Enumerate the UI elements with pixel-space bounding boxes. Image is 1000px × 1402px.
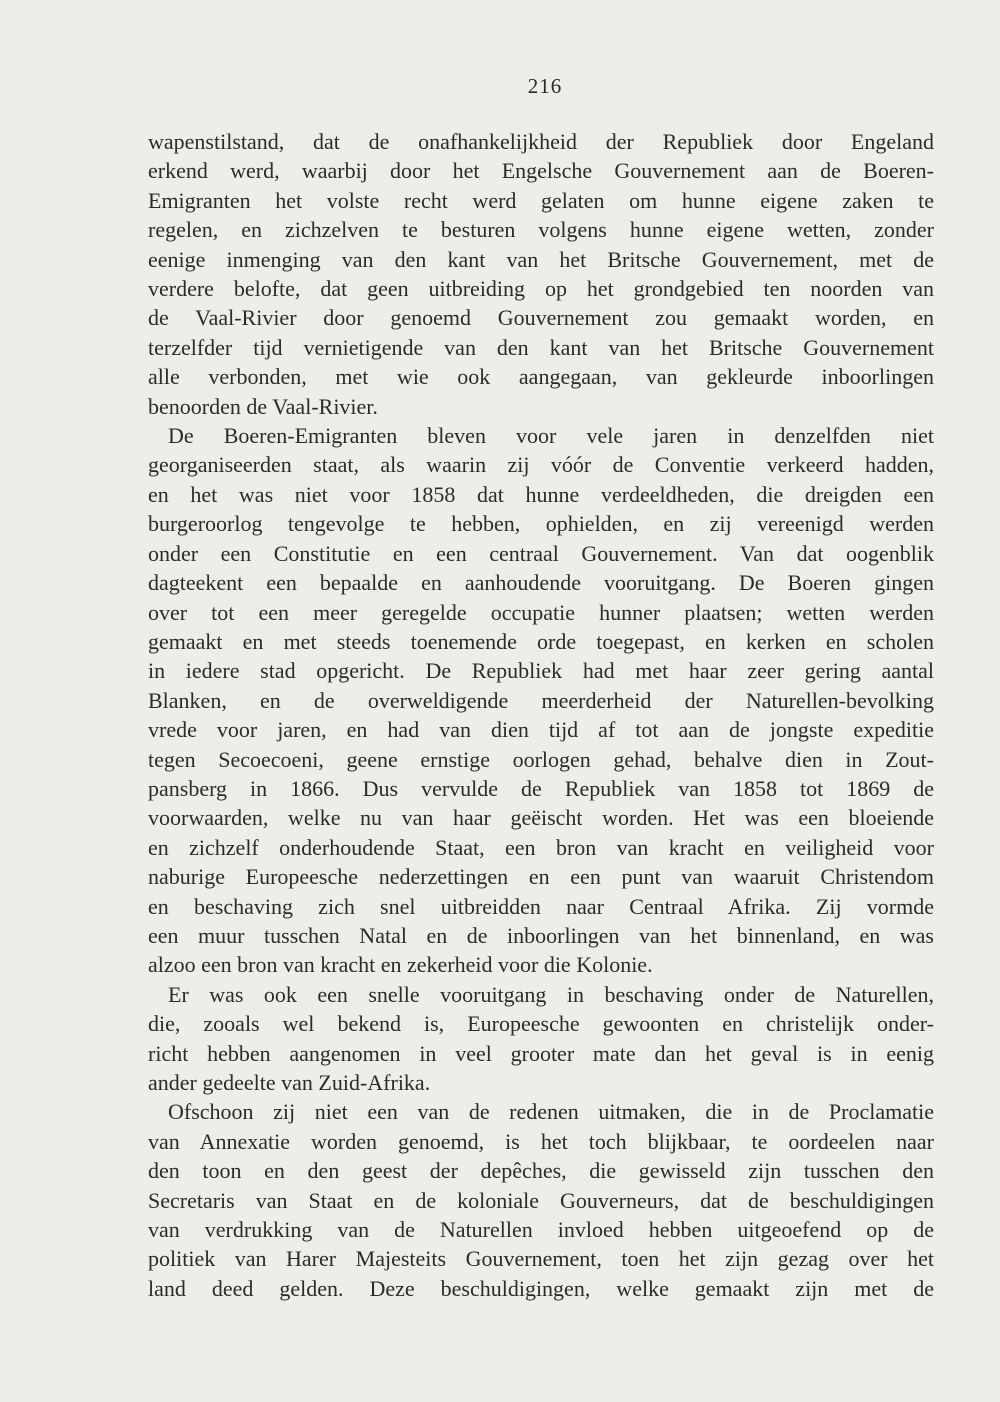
text-line: gemaakt en met steeds toenemende orde toegepast, en kerken en scholen xyxy=(148,628,934,654)
text-line: vrede voor jaren, en had van dien tijd af tot aan de jongste expeditie xyxy=(148,717,934,743)
text-line: dagteekent een bepaalde en aanhoudende vooruitgang. De Boeren gingen xyxy=(148,570,934,596)
text-line: De Boeren-Emigranten bleven voor vele jaren in denzelfden niet xyxy=(168,423,934,449)
text-line: Ofschoon zij niet een van de redenen uitmaken, die in de Proclamatie xyxy=(168,1099,934,1125)
text-line: richt hebben aangenomen in veel grooter mate dan het geval is in eenig xyxy=(148,1040,934,1066)
paragraph xyxy=(148,127,934,421)
paragraph xyxy=(148,421,934,980)
text-line: eenige inmenging van den kant van het Britsche Gouvernement, met de xyxy=(148,246,934,272)
text-line: land deed gelden. Deze beschuldigingen, welke gemaakt zijn met de xyxy=(148,1275,934,1301)
text-line: regelen, en zichzelven te besturen volgens hunne eigene wetten, zonder xyxy=(148,217,934,243)
text-line: benoorden de Vaal-Rivier. xyxy=(148,393,378,419)
paragraph xyxy=(148,980,934,1098)
text-line: die, zooals wel bekend is, Europeesche gewoonten en christelijk onder- xyxy=(148,1011,934,1037)
text-line: politiek van Harer Majesteits Gouvernement, toen het zijn gezag over het xyxy=(148,1246,934,1272)
text-line: voorwaarden, welke nu van haar geëischt worden. Het was een bloeiende xyxy=(148,805,934,831)
text-line: een muur tusschen Natal en de inboorlingen van het binnenland, en was xyxy=(148,922,934,948)
page-number: 216 xyxy=(527,74,563,98)
text-line: Emigranten het volste recht werd gelaten om hunne eigene zaken te xyxy=(148,187,934,213)
text-line: georganiseerden staat, als waarin zij vóór de Conventie verkeerd hadden, xyxy=(148,452,934,478)
text-line: van Annexatie worden genoemd, is het toch blijkbaar, te oordeelen naar xyxy=(148,1128,934,1154)
text-line: en zichzelf onderhoudende Staat, een bron van kracht en veiligheid voor xyxy=(148,834,934,860)
text-line: Er was ook een snelle vooruitgang in beschaving onder de Naturellen, xyxy=(168,981,934,1007)
text-line: over tot een meer geregelde occupatie hunner plaatsen; wetten werden xyxy=(148,599,934,625)
paragraph xyxy=(148,1097,934,1303)
text-line: Blanken, en de overweldigende meerderheid der Naturellen-bevolking xyxy=(148,687,934,713)
text-line: burgeroorlog tengevolge te hebben, ophielden, en zij vereenigd werden xyxy=(148,511,934,537)
text-line: Secretaris van Staat en de koloniale Gouverneurs, dat de beschuldigingen xyxy=(148,1187,934,1213)
text-line: terzelfder tijd vernietigende van den kant van het Britsche Gouvernement xyxy=(148,334,934,360)
text-line: ander gedeelte van Zuid-Afrika. xyxy=(148,1070,431,1095)
body-text xyxy=(148,127,934,1303)
text-line: en beschaving zich snel uitbreidden naar Centraal Afrika. Zij vormde xyxy=(148,893,934,919)
text-line: alzoo een bron van kracht en zekerheid voor die Kolonie. xyxy=(148,952,653,978)
text-line: alle verbonden, met wie ook aangegaan, van gekleurde inboorlingen xyxy=(148,364,934,390)
text-line: wapenstilstand, dat de onafhankelijkheid der Republiek door Engeland xyxy=(148,129,934,154)
text-line: tegen Secoecoeni, geene ernstige oorlogen gehad, behalve dien in Zout- xyxy=(148,746,934,772)
text-line: verdere belofte, dat geen uitbreiding op het grondgebied ten noorden van xyxy=(148,276,934,302)
text-line: naburige Europeesche nederzettingen en een punt van waaruit Christendom xyxy=(148,864,934,890)
text-line: pansberg in 1866. Dus vervulde de Republiek van 1858 tot 1869 de xyxy=(148,775,934,801)
text-line: onder een Constitutie en een centraal Gouvernement. Van dat oogenblik xyxy=(148,540,934,566)
text-line: de Vaal-Rivier door genoemd Gouvernement zou gemaakt worden, en xyxy=(148,305,934,331)
text-line: in iedere stad opgericht. De Republiek had met haar zeer gering aantal xyxy=(148,658,934,684)
text-line: van verdrukking van de Naturellen invloed hebben uitgeoefend op de xyxy=(148,1217,934,1243)
text-line: erkend werd, waarbij door het Engelsche Gouvernement aan de Boeren- xyxy=(148,158,934,184)
text-line: den toon en den geest der depêches, die gewisseld zijn tusschen den xyxy=(148,1158,934,1184)
text-line: en het was niet voor 1858 dat hunne verdeeldheden, die dreigden een xyxy=(148,481,934,507)
